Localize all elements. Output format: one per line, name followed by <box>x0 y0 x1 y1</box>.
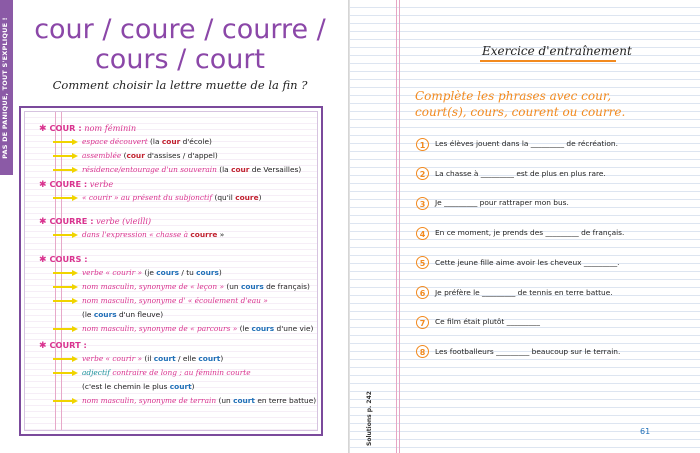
rule-word: COURT : <box>49 340 87 350</box>
rule-text: (un <box>226 282 241 291</box>
rule-word: COURRE : <box>49 216 94 226</box>
rule-line <box>53 367 251 379</box>
question-item <box>416 255 620 271</box>
side-tab-label: PAS DE PANIQUE, TOUT S'EXPLIQUE ! <box>1 17 9 159</box>
question-text: Je _________ pour rattraper mon bus. <box>435 198 569 208</box>
arrow-icon <box>53 284 79 290</box>
rule-text: cours <box>156 268 180 277</box>
rule-text: (la <box>219 165 232 174</box>
lesson-title-line2: cours / court <box>94 44 266 75</box>
rule-text: assemblée <box>82 151 124 160</box>
rule-text: court <box>198 354 221 363</box>
asterisk-icon: ✱ <box>39 217 47 227</box>
rule-text: nom masculin, synonyme de « leçon » <box>82 282 227 291</box>
question-number: 6 <box>416 286 429 299</box>
rule-line <box>53 136 212 148</box>
question-text: En ce moment, je prends des _________ de français. <box>435 228 625 238</box>
question-number: 3 <box>416 197 429 210</box>
asterisk-icon: ✱ <box>39 341 47 351</box>
rule-line <box>53 295 268 307</box>
question-text: Je préfère le _________ de tennis en terre battue. <box>435 287 613 297</box>
rule-line <box>53 267 222 279</box>
rule-text: d'assises / d'appel) <box>144 151 218 160</box>
rule-text: cours <box>251 324 275 333</box>
question-text: Les élèves jouent dans la _________ de récréation. <box>435 139 618 148</box>
arrow-icon <box>53 298 79 304</box>
arrow-icon <box>53 153 79 159</box>
rule-line <box>82 381 195 393</box>
rule-line <box>53 192 261 204</box>
notebook-margin-line <box>399 0 400 453</box>
rule-text: (un <box>218 396 234 405</box>
exercise-instruction: Complète les phrases avec cour, court(s), cours, courent ou courre. <box>415 89 626 119</box>
notebook-margin-line <box>396 0 397 453</box>
rule-heading <box>39 178 113 190</box>
page-number: 61 <box>640 427 651 436</box>
rule-text: court <box>233 396 255 405</box>
rule-word-type: verbe (vieilli) <box>93 216 152 226</box>
question-text: Cette jeune fille aime avoir les cheveux _________. <box>435 257 620 267</box>
rule-text: » <box>217 230 225 239</box>
arrow-icon <box>53 232 79 238</box>
rule-heading <box>39 215 151 227</box>
question-text: Ce film était plutôt _________ <box>435 317 540 327</box>
rule-text: coure <box>235 193 259 202</box>
question-number: 1 <box>416 138 429 151</box>
rule-text: cour <box>231 165 250 174</box>
question-number: 7 <box>416 316 429 329</box>
exercise-title: Exercice d'entraînement <box>482 44 632 58</box>
rule-text: espace découvert <box>82 137 151 146</box>
rule-heading <box>39 122 136 134</box>
rule-text: nom masculin, synonyme de « parcours » <box>82 324 240 333</box>
rule-line <box>53 353 223 365</box>
asterisk-icon: ✱ <box>39 255 47 265</box>
lesson-title-line1: cour / coure / courre / <box>34 14 326 45</box>
rule-text: (il <box>144 354 154 363</box>
rule-text: de français) <box>263 282 310 291</box>
rule-word: COURS : <box>49 254 88 264</box>
arrow-icon <box>53 139 79 145</box>
rule-line <box>53 281 310 293</box>
rule-text: ) <box>220 354 224 363</box>
lesson-subtitle: Comment choisir la lettre muette de la fin ? <box>52 78 308 92</box>
rule-text: nom masculin, synonyme d' « écoulement d'eau » <box>82 296 268 305</box>
left-page <box>0 0 348 453</box>
question-number: 4 <box>416 227 429 240</box>
rule-text: dans l'expression « chasse à <box>82 230 191 239</box>
rule-text: court <box>153 354 176 363</box>
rule-text: verbe « courir » <box>82 268 145 277</box>
rule-text: ) <box>258 193 262 202</box>
rule-text: ) <box>218 268 222 277</box>
arrow-icon <box>53 326 79 332</box>
rule-text: cours <box>93 310 117 319</box>
rule-text: ) <box>191 382 195 391</box>
rule-text: contraire de long ; au féminin <box>110 368 227 377</box>
question-item <box>416 166 606 182</box>
rule-text: résidence/entourage d'un souverain <box>82 165 220 174</box>
rule-text: (c'est le chemin le plus <box>82 382 170 391</box>
rule-text: « courir » au présent du subjonctif <box>82 193 215 202</box>
rule-heading <box>39 339 87 351</box>
rule-text: courte <box>226 368 251 377</box>
rule-line <box>53 150 218 162</box>
rule-text: nom masculin, synonyme de terrain <box>82 396 219 405</box>
arrow-icon <box>53 370 79 376</box>
arrow-icon <box>53 270 79 276</box>
question-item <box>416 225 624 241</box>
arrow-icon <box>53 398 79 404</box>
question-text: La chasse à _________ est de plus en plus rare. <box>435 168 606 178</box>
rules-box-paper <box>24 111 318 431</box>
rule-text: cour <box>161 137 181 146</box>
arrow-icon <box>53 167 79 173</box>
asterisk-icon: ✱ <box>39 124 47 134</box>
rule-word-type: verbe <box>87 179 114 189</box>
rule-text: d'école) <box>180 137 212 146</box>
rule-text: (le <box>239 324 252 333</box>
rule-word: COUR : <box>49 123 82 133</box>
rule-word-type: nom féminin <box>81 123 137 133</box>
question-item <box>416 314 540 330</box>
question-item <box>416 344 620 360</box>
rule-text: en terre battue) <box>254 396 317 405</box>
arrow-icon <box>53 195 79 201</box>
rule-line <box>53 323 313 335</box>
question-number: 8 <box>416 345 429 358</box>
question-text: Les footballeurs _________ beaucoup sur le terrain. <box>435 346 621 356</box>
rule-text: ( <box>123 151 127 160</box>
rule-word: COURE : <box>49 179 88 189</box>
rule-text: court <box>169 382 192 391</box>
arrow-icon <box>53 356 79 362</box>
question-item <box>416 136 618 152</box>
solutions-reference: Solutions p. 242 <box>366 391 373 446</box>
rule-text: de Versailles) <box>249 165 302 174</box>
rule-line <box>53 164 301 176</box>
rule-line <box>53 229 224 241</box>
exercise-title-underline <box>480 60 616 62</box>
question-item <box>416 195 569 211</box>
rule-text: cour <box>126 151 145 160</box>
rule-text: d'une vie) <box>274 324 314 333</box>
rule-text: verbe « courir » <box>82 354 145 363</box>
rule-text: / tu <box>179 268 197 277</box>
rules-box <box>19 106 323 436</box>
rule-text: (qu'il <box>214 193 236 202</box>
question-number: 2 <box>416 167 429 180</box>
question-number: 5 <box>416 256 429 269</box>
rule-text: cours <box>240 282 264 291</box>
rule-text: / elle <box>175 354 199 363</box>
rule-text: cours <box>196 268 219 277</box>
rule-text: (la <box>150 137 162 146</box>
rule-text: (le <box>82 310 94 319</box>
side-tab <box>0 0 13 175</box>
rule-text: courre <box>190 230 218 239</box>
rule-text: (je <box>144 268 157 277</box>
asterisk-icon: ✱ <box>39 180 47 190</box>
rule-text: adjectif <box>82 368 111 377</box>
rule-line <box>82 309 163 321</box>
rule-heading <box>39 253 88 265</box>
rule-text: d'un fleuve) <box>116 310 164 319</box>
question-item <box>416 285 613 301</box>
rule-line <box>53 395 316 407</box>
